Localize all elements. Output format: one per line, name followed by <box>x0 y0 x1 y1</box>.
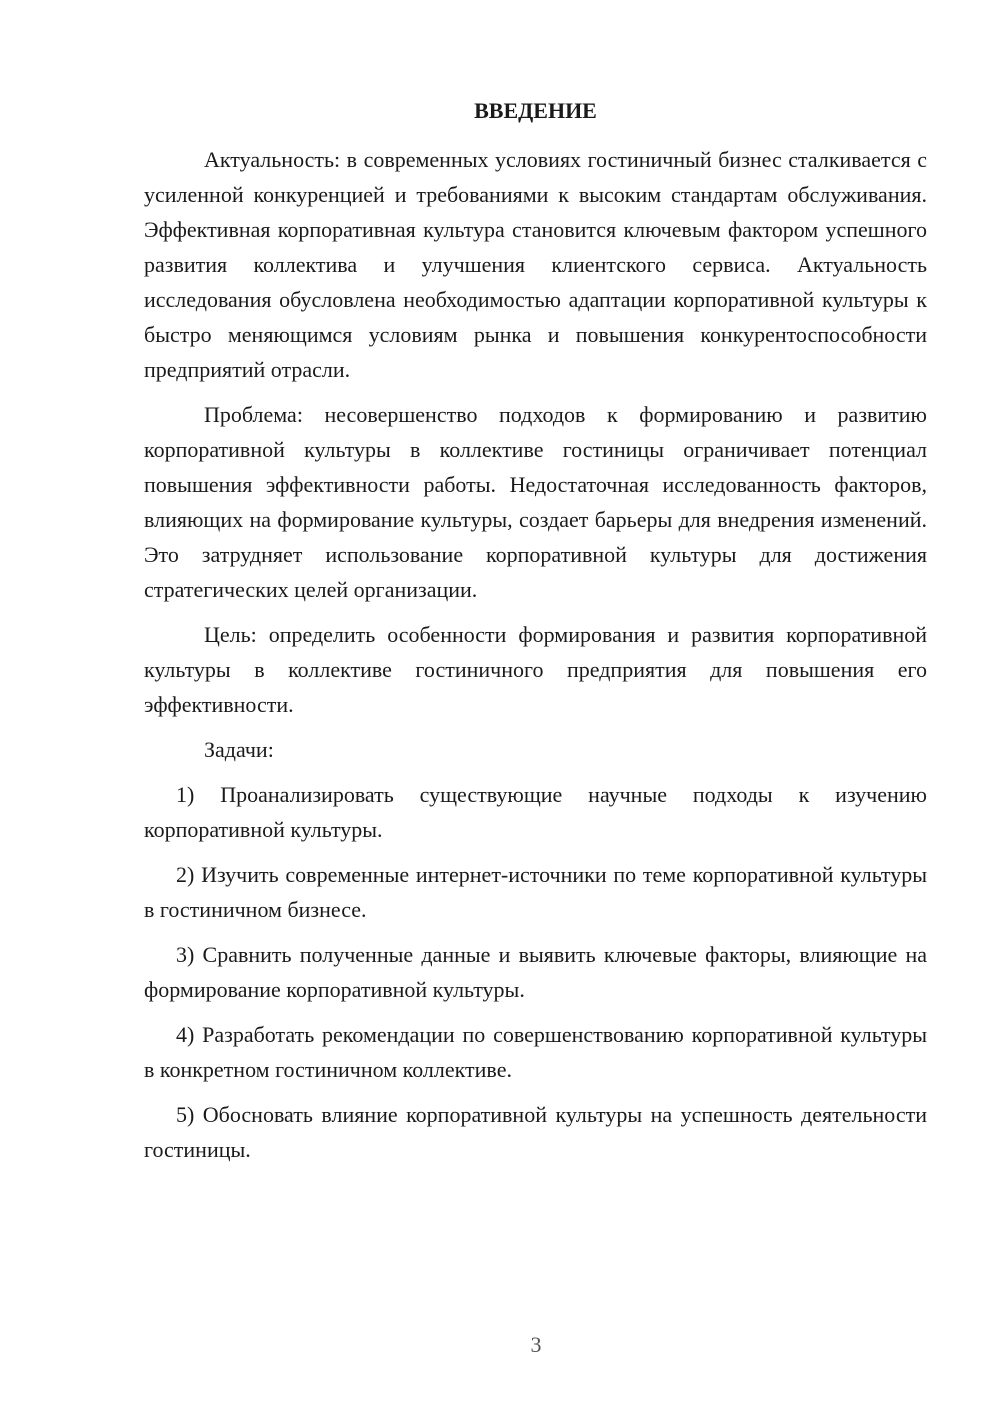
relevance-paragraph: Актуальность: в современных условиях гостиничный бизнес сталкивается с усиленной конкуренцией и требованиями к высоким стандартам обслуживания. Эффективная корпоративная культура становится ключевым фактором успешного развития коллектива и улучшения клиентского сервиса. Актуальность исследования обусловлена необходимостью адаптации корпоративной культуры к быстро меняющимся условиям рынка и повышения конкурентоспособности предприятий отрасли. <box>144 147 927 382</box>
tasks-label: Задачи: <box>204 737 274 762</box>
page-content <box>144 96 927 1177</box>
task-item-5: 5) Обосновать влияние корпоративной культуры на успешность деятельности гостиницы. <box>144 1102 927 1162</box>
task-item-1: 1) Проанализировать существующие научные подходы к изучению корпоративной культуры. <box>144 782 927 842</box>
task-item-4: 4) Разработать рекомендации по совершенствованию корпоративной культуры в конкретном гостиничном коллективе. <box>144 1022 927 1082</box>
section-title: ВВЕДЕНИЕ <box>474 98 597 123</box>
page-number: 3 <box>530 1332 542 1357</box>
goal-paragraph: Цель: определить особенности формирования и развития корпоративной культуры в коллективе гостиничного предприятия для повышения его эффективности. <box>144 622 927 717</box>
problem-paragraph: Проблема: несовершенство подходов к формированию и развитию корпоративной культуры в коллективе гостиницы ограничивает потенциал повышения эффективности работы. Недостаточная исследованность факторов, влияющих на формирование культуры, создает барьеры для внедрения изменений. Это затрудняет использование корпоративной культуры для достижения стратегических целей организации. <box>144 402 927 602</box>
task-item-2: 2) Изучить современные интернет-источники по теме корпоративной культуры в гостиничном бизнесе. <box>144 862 927 922</box>
task-item-3: 3) Сравнить полученные данные и выявить ключевые факторы, влияющие на формирование корпоративной культуры. <box>144 942 927 1002</box>
